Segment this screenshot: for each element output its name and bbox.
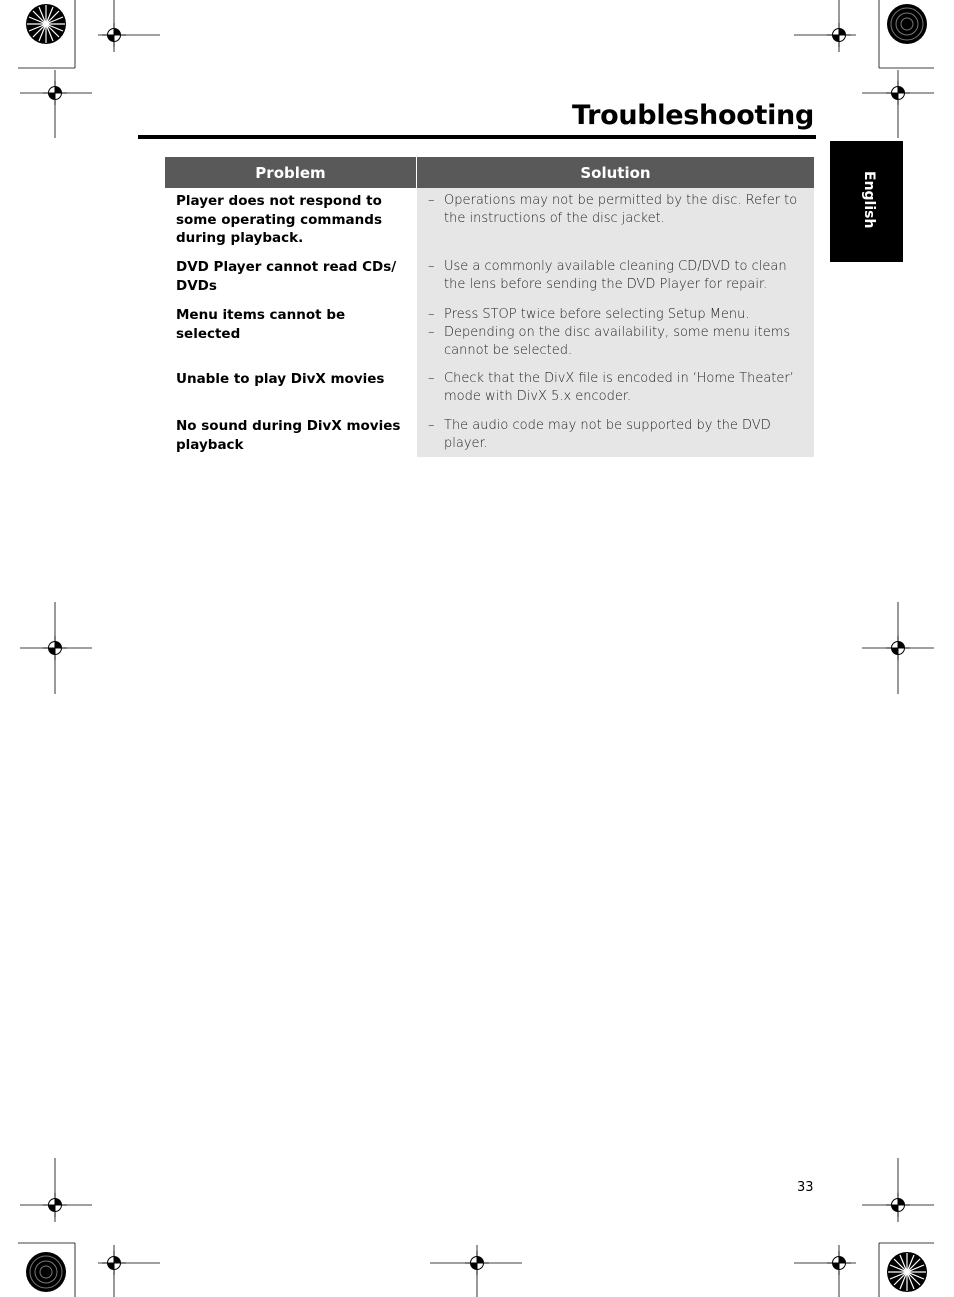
problem-cell: Menu items cannot be selected bbox=[176, 307, 346, 342]
solution-text: The audio code may not be supported by the DVD player. bbox=[444, 418, 771, 451]
table-header bbox=[165, 157, 814, 188]
page-number: 33 bbox=[797, 1180, 814, 1195]
dash-bullet: – bbox=[428, 259, 435, 274]
language-tab bbox=[830, 141, 903, 262]
column-header-solution: Solution bbox=[417, 157, 814, 188]
language-tab-label: English bbox=[861, 171, 877, 229]
dash-bullet: – bbox=[428, 193, 435, 208]
solution-text: Operations may not be permitted by the disc. Refer to the instructions of the disc jacket. bbox=[444, 193, 798, 226]
problem-column bbox=[165, 188, 416, 457]
dash-bullet: – bbox=[428, 418, 435, 433]
solution-item bbox=[428, 192, 806, 228]
dash-bullet: – bbox=[428, 307, 435, 322]
solution-text: Depending on the disc availability, some menu items cannot be selected. bbox=[444, 325, 791, 358]
solution-item bbox=[428, 258, 806, 294]
solution-text: Check that the DivX file is encoded in ‘Home Theater’ mode with DivX 5.x encoder. bbox=[444, 371, 794, 404]
problem-cell: No sound during DivX movies playback bbox=[176, 418, 401, 453]
page-title: Troubleshooting bbox=[571, 100, 814, 131]
solution-item bbox=[428, 324, 806, 360]
solution-item bbox=[428, 417, 806, 453]
solution-text: Press STOP twice before selecting Setup Menu. bbox=[444, 307, 750, 322]
problem-cell: DVD Player cannot read CDs/ DVDs bbox=[176, 259, 397, 294]
problem-cell: Player does not respond to some operating commands during playback. bbox=[176, 193, 382, 246]
solution-column bbox=[417, 188, 814, 457]
troubleshooting-table bbox=[165, 157, 814, 457]
dash-bullet: – bbox=[428, 325, 435, 340]
solution-cell bbox=[417, 370, 814, 417]
solution-text: Use a commonly available cleaning CD/DVD to clean the lens before sending the DVD Player for repair. bbox=[444, 259, 787, 292]
solution-cell bbox=[417, 258, 814, 306]
solution-cell bbox=[417, 306, 814, 370]
column-header-problem: Problem bbox=[165, 157, 416, 188]
title-rule bbox=[138, 135, 816, 139]
solution-item bbox=[428, 306, 806, 324]
table-body bbox=[165, 188, 814, 457]
solution-item bbox=[428, 370, 806, 406]
solution-cell bbox=[417, 417, 814, 449]
solution-cell bbox=[417, 192, 814, 258]
problem-cell: Unable to play DivX movies bbox=[176, 371, 385, 387]
dash-bullet: – bbox=[428, 371, 435, 386]
